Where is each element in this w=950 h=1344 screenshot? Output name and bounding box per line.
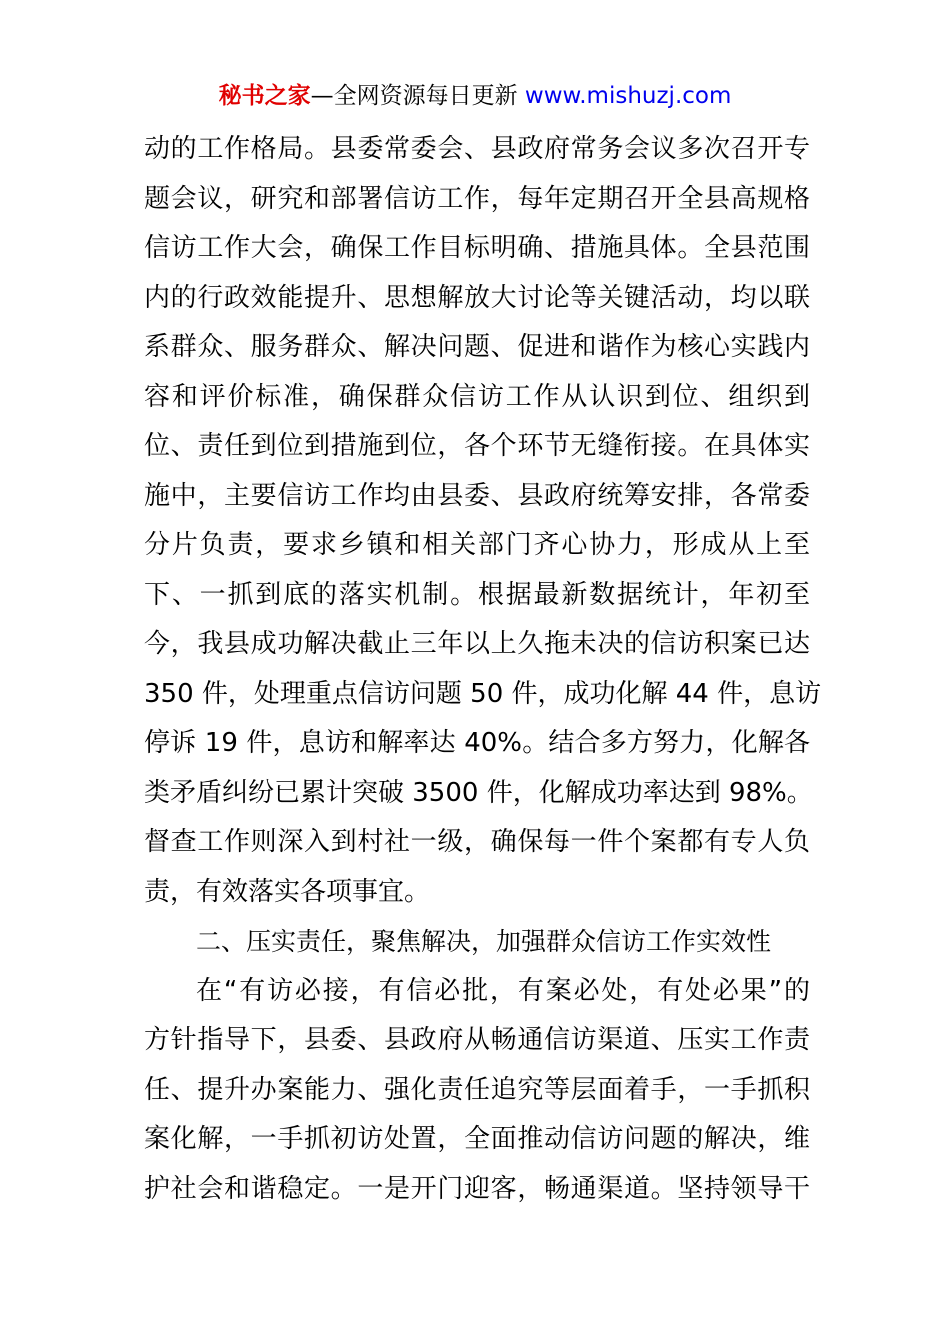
text-line: 容和评价标准，确保群众信访工作从认识到位、组织到 [144,381,810,412]
text-line: 施中，主要信访工作均由县委、县政府统筹安排，各常委 [144,480,810,511]
document-body [144,125,822,1214]
text-line: 停诉 19 件，息访和解率达 40%。结合多方努力，化解各 [144,728,810,758]
text-line: 动的工作格局。县委常委会、县政府常务会议多次召开专 [144,134,810,164]
text-line: 350 件，处理重点信访问题 50 件，成功化解 44 件，息访 [144,678,822,709]
site-header [0,78,950,114]
text-line: 分片负责，要求乡镇和相关部门齐心协力，形成从上至 [144,530,810,560]
text-line: 内的行政效能提升、思想解放大讨论等关键活动，均以联 [144,282,810,313]
site-tagline: —全网资源每日更新 [310,83,518,109]
text-line: 督查工作则深入到村社一级，确保每一件个案都有专人负 [144,827,810,857]
text-line: 案化解，一手抓初访处置，全面推动信访问题的解决，维 [144,1124,810,1154]
text-line: 下、一抓到底的落实机制。根据最新数据统计，年初至 [144,579,810,610]
text-line: 题会议，研究和部署信访工作，每年定期召开全县高规格 [144,183,810,214]
site-brand: 秘书之家 [218,83,311,109]
section-heading: 二、压实责任，聚焦解决，加强群众信访工作实效性 [196,927,772,956]
site-url-link[interactable]: www.mishuzj.com [524,83,732,109]
text-line: 方针指导下，县委、县政府从畅通信访渠道、压实工作责 [144,1025,810,1055]
text-line: 今，我县成功解决截止三年以上久拖未决的信访积案已达 [144,629,810,659]
text-line: 任、提升办案能力、强化责任追究等层面着手，一手抓积 [144,1074,810,1105]
text-line: 责，有效落实各项事宜。 [144,876,431,907]
text-line: 信访工作大会，确保工作目标明确、措施具体。全县范围 [144,233,810,263]
text-line: 在“有访必接，有信必批，有案必处，有处必果”的 [196,975,810,1006]
text-line: 护社会和谐稳定。一是开门迎客，畅通渠道。坚持领导干 [144,1173,810,1204]
text-line: 位、责任到位到措施到位，各个环节无缝衔接。在具体实 [144,431,810,461]
text-line: 系群众、服务群众、解决问题、促进和谐作为核心实践内 [144,332,810,362]
text-line: 类矛盾纠纷已累计突破 3500 件，化解成功率达到 98%。 [144,777,813,808]
